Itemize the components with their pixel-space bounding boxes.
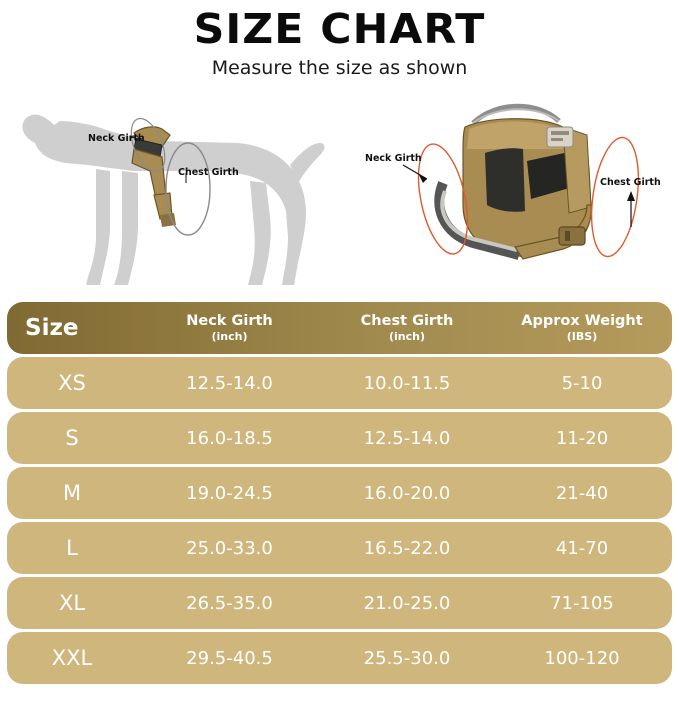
- cell-chest: 10.0-11.5: [363, 372, 451, 394]
- dog-silhouette-icon: [10, 87, 340, 292]
- cell-neck: 12.5-14.0: [186, 372, 273, 394]
- harness-product-icon: [347, 87, 677, 292]
- page-subtitle: Measure the size as shown: [211, 57, 468, 80]
- cell-weight: 11-20: [555, 427, 609, 449]
- cell-size: XL: [58, 591, 86, 615]
- cell-weight: 71-105: [550, 592, 614, 614]
- harness-neck-girth-label: Neck Girth: [365, 153, 422, 165]
- size-table: [7, 302, 672, 687]
- dog-illustration: [10, 87, 340, 292]
- cell-size: M: [62, 481, 82, 505]
- page-title: SIZE CHART: [193, 5, 486, 53]
- column-header-neck: [137, 312, 322, 344]
- harness-chest-girth-label: Chest Girth: [600, 177, 661, 189]
- cell-neck: 25.0-33.0: [186, 537, 273, 559]
- cell-neck: 29.5-40.5: [186, 647, 273, 669]
- cell-weight: 100-120: [544, 647, 620, 669]
- cell-chest: 21.0-25.0: [363, 592, 451, 614]
- column-header-size: Size: [25, 315, 79, 341]
- dog-neck-girth-label: Neck Girth: [88, 133, 145, 145]
- header: [0, 0, 679, 79]
- cell-neck: 19.0-24.5: [186, 482, 273, 504]
- column-header-chest-main: Chest Girth: [360, 313, 454, 330]
- illustration-area: [0, 87, 679, 292]
- column-header-neck-unit: (inch): [211, 330, 248, 344]
- cell-weight: 41-70: [555, 537, 609, 559]
- column-header-weight: [492, 312, 672, 344]
- cell-size: XS: [58, 371, 86, 395]
- table-row: [7, 577, 672, 629]
- cell-chest: 16.5-22.0: [363, 537, 451, 559]
- column-header-neck-main: Neck Girth: [186, 313, 273, 330]
- cell-neck: 26.5-35.0: [186, 592, 273, 614]
- table-row: [7, 522, 672, 574]
- cell-neck: 16.0-18.5: [186, 427, 273, 449]
- cell-weight: 5-10: [561, 372, 603, 394]
- table-row: [7, 357, 672, 409]
- dog-chest-girth-label: Chest Girth: [178, 167, 239, 179]
- column-header-weight-unit: (IBS): [566, 330, 598, 344]
- cell-weight: 21-40: [555, 482, 609, 504]
- table-header-row: [7, 302, 672, 354]
- cell-chest: 12.5-14.0: [363, 427, 451, 449]
- harness-illustration: [347, 87, 677, 292]
- cell-chest: 16.0-20.0: [363, 482, 451, 504]
- cell-size: XXL: [51, 646, 93, 670]
- column-header-chest-unit: (inch): [388, 330, 425, 344]
- table-row: [7, 467, 672, 519]
- table-row: [7, 412, 672, 464]
- cell-chest: 25.5-30.0: [363, 647, 451, 669]
- table-row: [7, 632, 672, 684]
- column-header-weight-main: Approx Weight: [521, 313, 643, 330]
- cell-size: L: [66, 536, 78, 560]
- cell-size: S: [65, 426, 79, 450]
- column-header-chest: [322, 312, 492, 344]
